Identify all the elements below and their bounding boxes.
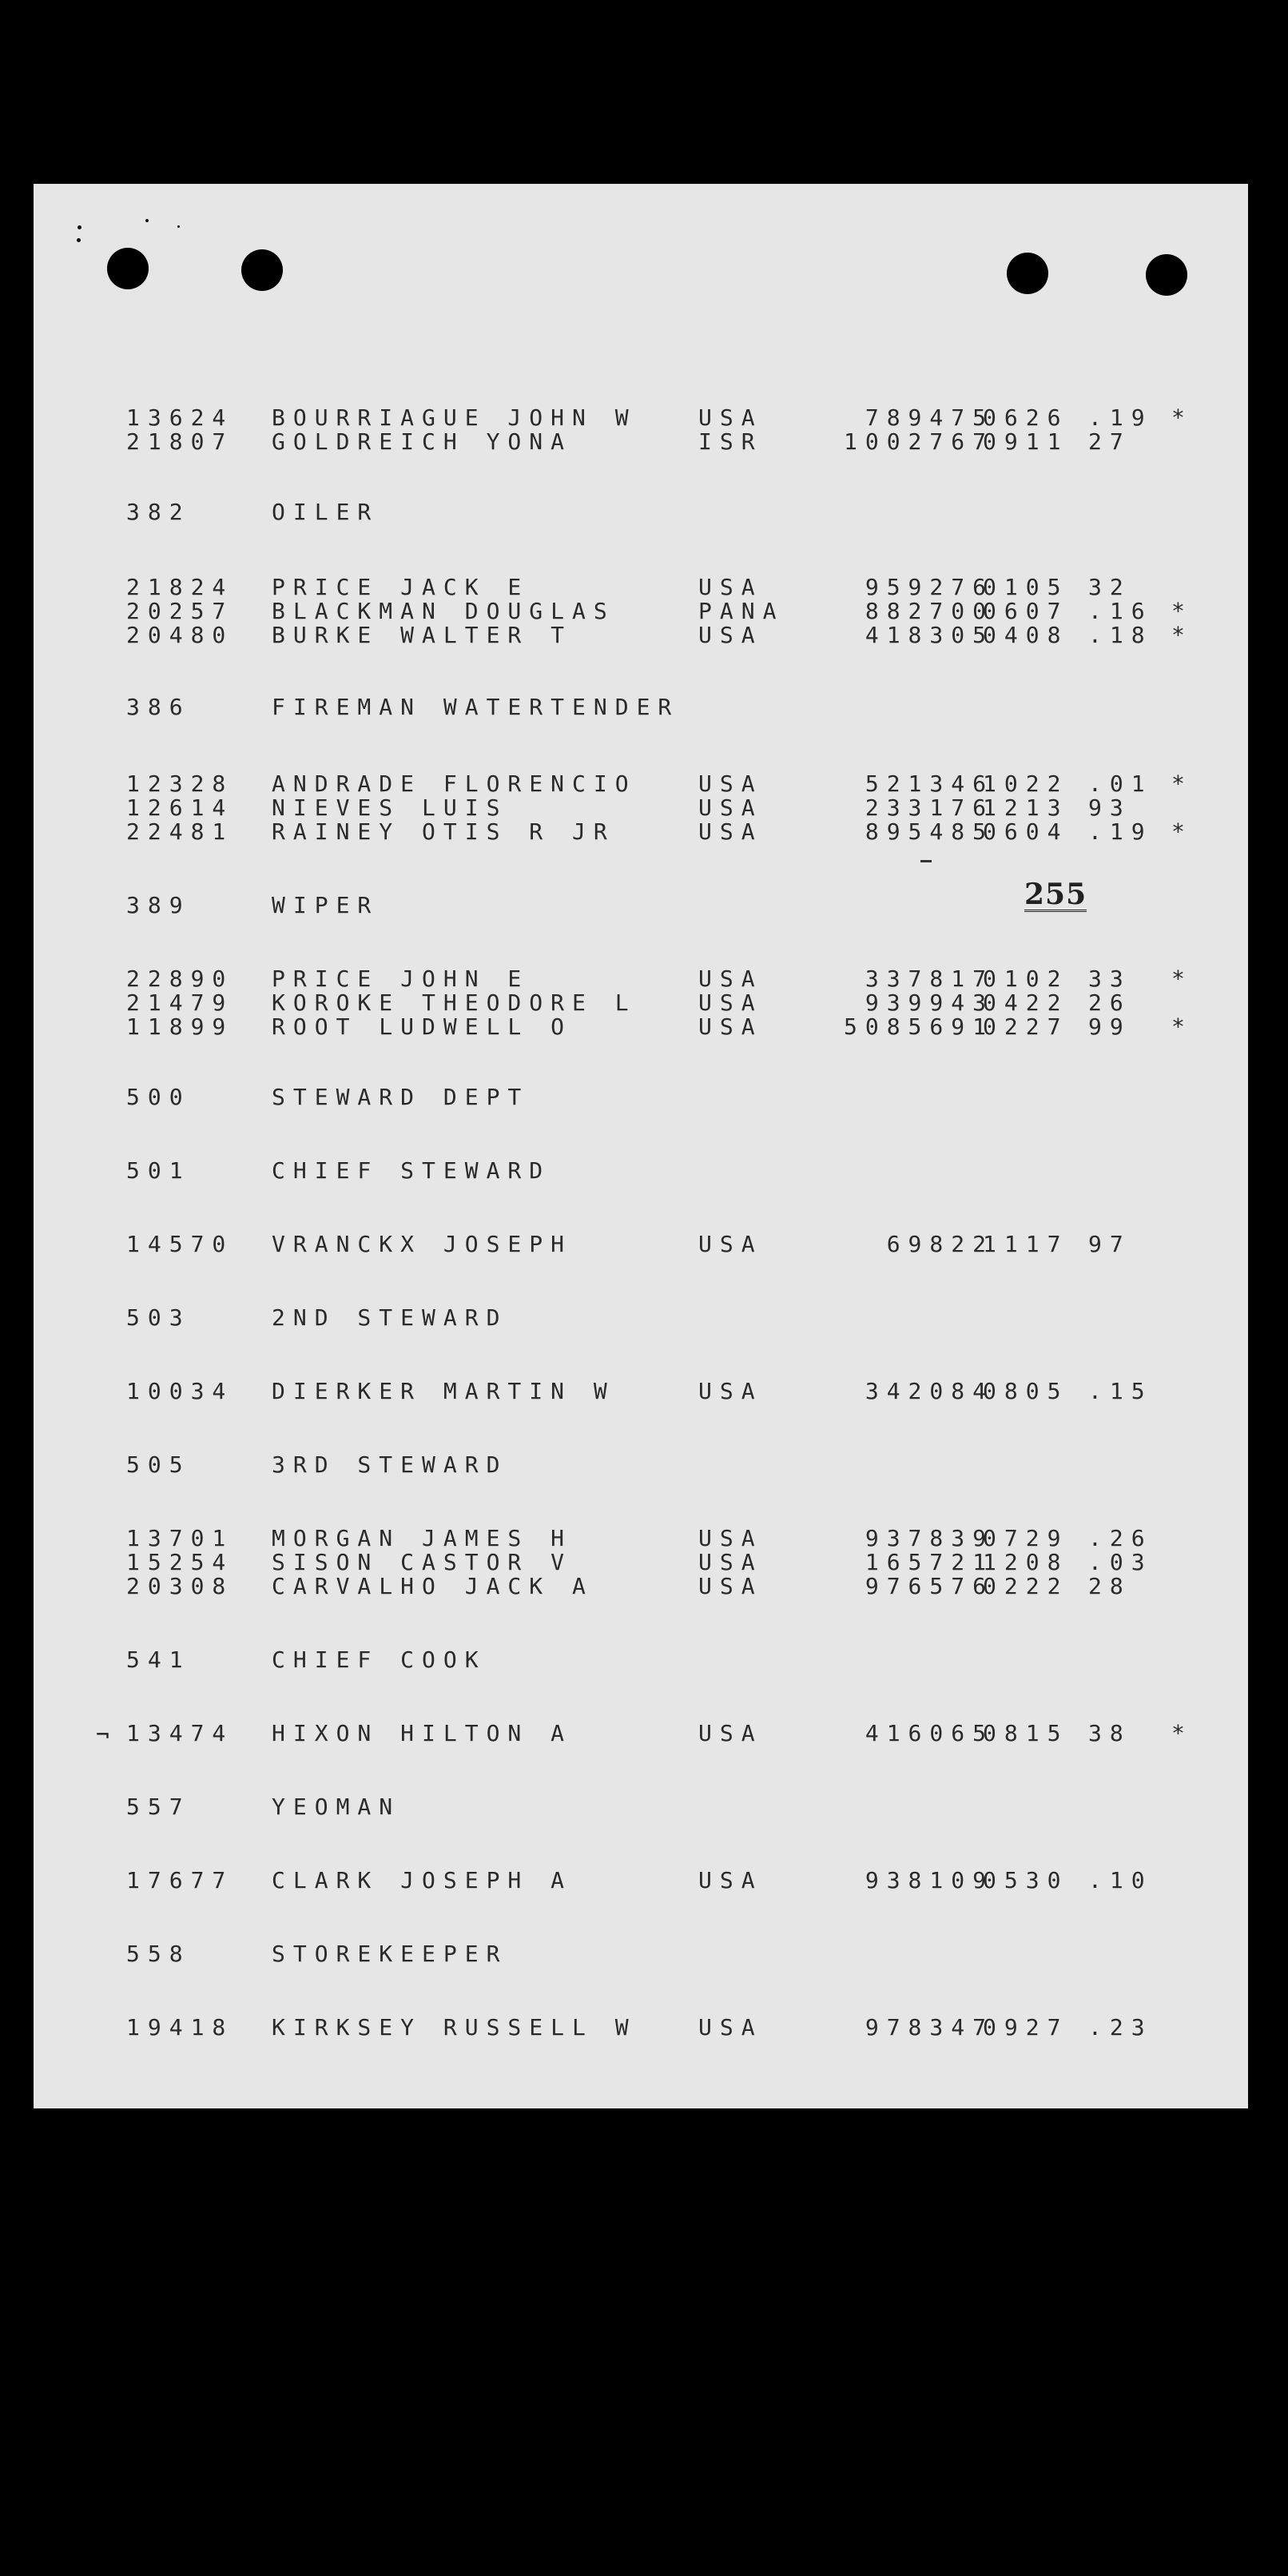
- section-code: 503: [126, 1304, 191, 1331]
- crew-name: ANDRADE FLORENCIO: [272, 770, 637, 797]
- rate-value: .18: [1088, 622, 1153, 648]
- date-code: 1208: [983, 1549, 1069, 1575]
- citizenship: USA: [698, 2014, 763, 2040]
- crew-name: BOURRIAGUE JOHN W: [272, 404, 637, 431]
- rate-value: .10: [1088, 1867, 1153, 1893]
- document-number: 976576: [865, 1573, 994, 1599]
- asterisk-mark: *: [1171, 1720, 1193, 1746]
- rate-value: 26: [1088, 989, 1131, 1016]
- date-code: 0911: [983, 428, 1069, 455]
- crew-name: DIERKER MARTIN W: [272, 1378, 615, 1404]
- crew-name: PRICE JOHN E: [272, 966, 530, 992]
- asterisk-mark: *: [1171, 622, 1193, 648]
- citizenship: USA: [698, 1867, 763, 1893]
- section-title: FIREMAN WATERTENDER: [272, 694, 680, 720]
- crew-name: MORGAN JAMES H: [272, 1525, 573, 1551]
- section-title: STEWARD DEPT: [272, 1084, 530, 1110]
- rate-value: .03: [1088, 1549, 1153, 1575]
- date-code: 0607: [983, 598, 1069, 624]
- citizenship: USA: [698, 1013, 763, 1040]
- asterisk-mark: *: [1171, 598, 1193, 624]
- section-title: YEOMAN: [272, 1794, 401, 1820]
- rate-value: 97: [1088, 1231, 1131, 1257]
- crew-id: 11899: [126, 1013, 234, 1040]
- crew-id: 21807: [126, 428, 234, 455]
- crew-id: 19418: [126, 2014, 234, 2040]
- citizenship: USA: [698, 1378, 763, 1404]
- section-code: 386: [126, 694, 191, 720]
- section-code: 558: [126, 1941, 191, 1967]
- section-code: 557: [126, 1794, 191, 1820]
- document-number: 337817: [865, 966, 994, 992]
- date-code: 0805: [983, 1378, 1069, 1404]
- section-title: CHIEF COOK: [272, 1646, 487, 1673]
- document-number: 342084: [865, 1378, 994, 1404]
- rate-value: .19: [1088, 818, 1153, 845]
- section-code: 541: [126, 1646, 191, 1673]
- citizenship: USA: [698, 794, 763, 821]
- rate-value: .16: [1088, 598, 1153, 624]
- rate-value: 32: [1088, 574, 1131, 600]
- document-number: 416065: [865, 1720, 994, 1746]
- crew-name: BURKE WALTER T: [272, 622, 573, 648]
- date-code: 0105: [983, 574, 1069, 600]
- crew-id: 20480: [126, 622, 234, 648]
- crew-id: 21824: [126, 574, 234, 600]
- rate-value: .26: [1088, 1525, 1153, 1551]
- crew-id: 10034: [126, 1378, 234, 1404]
- crew-list: [34, 184, 1248, 2108]
- rate-value: .01: [1088, 770, 1153, 797]
- citizenship: PANA: [698, 598, 785, 624]
- date-code: 0604: [983, 818, 1069, 845]
- citizenship: USA: [698, 770, 763, 797]
- asterisk-mark: *: [1171, 1013, 1193, 1040]
- crew-id: 21479: [126, 989, 234, 1016]
- section-title: OILER: [272, 499, 380, 525]
- date-code: 0927: [983, 2014, 1069, 2040]
- asterisk-mark: *: [1171, 818, 1193, 845]
- crew-name: CLARK JOSEPH A: [272, 1867, 573, 1893]
- page-number: 255: [1024, 878, 1087, 911]
- crew-name: ROOT LUDWELL O: [272, 1013, 573, 1040]
- section-title: CHIEF STEWARD: [272, 1157, 551, 1184]
- crew-name: RAINEY OTIS R JR: [272, 818, 615, 845]
- citizenship: USA: [698, 1549, 763, 1575]
- crew-name: NIEVES LUIS: [272, 794, 508, 821]
- crew-id: 17677: [126, 1867, 234, 1893]
- crew-id: 13474: [126, 1720, 234, 1746]
- date-code: 0729: [983, 1525, 1069, 1551]
- citizenship: USA: [698, 622, 763, 648]
- rate-value: 93: [1088, 794, 1131, 821]
- section-title: 3RD STEWARD: [272, 1451, 508, 1478]
- citizenship: ISR: [698, 428, 763, 455]
- document-number: 959276: [865, 574, 994, 600]
- crew-name: KOROKE THEODORE L: [272, 989, 637, 1016]
- crew-name: BLACKMAN DOUGLAS: [272, 598, 615, 624]
- date-code: 0626: [983, 404, 1069, 431]
- document-number: 978347: [865, 2014, 994, 2040]
- rate-value: .19: [1088, 404, 1153, 431]
- rate-value: .23: [1088, 2014, 1153, 2040]
- rate-value: 99: [1088, 1013, 1131, 1040]
- document-number: 1002767: [843, 428, 994, 455]
- asterisk-mark: *: [1171, 404, 1193, 431]
- rate-value: .15: [1088, 1378, 1153, 1404]
- date-code: 0227: [983, 1013, 1069, 1040]
- document-number: 521346: [865, 770, 994, 797]
- rate-value: 38: [1088, 1720, 1131, 1746]
- section-code: 505: [126, 1451, 191, 1478]
- citizenship: USA: [698, 404, 763, 431]
- date-code: 1213: [983, 794, 1069, 821]
- section-title: WIPER: [272, 892, 380, 918]
- crew-name: GOLDREICH YONA: [272, 428, 573, 455]
- crew-name: KIRKSEY RUSSELL W: [272, 2014, 637, 2040]
- crew-id: 12614: [126, 794, 234, 821]
- crew-id: 15254: [126, 1549, 234, 1575]
- section-title: STOREKEEPER: [272, 1941, 508, 1967]
- crew-id: 13701: [126, 1525, 234, 1551]
- citizenship: USA: [698, 574, 763, 600]
- citizenship: USA: [698, 1720, 763, 1746]
- citizenship: USA: [698, 818, 763, 845]
- document-number: 789475: [865, 404, 994, 431]
- citizenship: USA: [698, 1525, 763, 1551]
- document-number: 165721: [865, 1549, 994, 1575]
- crew-id: 14570: [126, 1231, 234, 1257]
- rate-value: 33: [1088, 966, 1131, 992]
- document-number: 939943: [865, 989, 994, 1016]
- rate-value: 27: [1088, 428, 1131, 455]
- citizenship: USA: [698, 989, 763, 1016]
- section-code: 382: [126, 499, 191, 525]
- crew-id: 22481: [126, 818, 234, 845]
- citizenship: USA: [698, 1231, 763, 1257]
- crew-name: SISON CASTOR V: [272, 1549, 573, 1575]
- asterisk-mark: *: [1171, 770, 1193, 797]
- crew-name: PRICE JACK E: [272, 574, 530, 600]
- crew-id: 20308: [126, 1573, 234, 1599]
- date-code: 0530: [983, 1867, 1069, 1893]
- crew-id: 20257: [126, 598, 234, 624]
- asterisk-mark: *: [1171, 966, 1193, 992]
- document-number: 69822: [886, 1231, 994, 1257]
- document-number: 937839: [865, 1525, 994, 1551]
- crew-id: 22890: [126, 966, 234, 992]
- document-number: 233176: [865, 794, 994, 821]
- margin-mark: ¬: [96, 1722, 109, 1748]
- date-code: 0102: [983, 966, 1069, 992]
- date-code: 1117: [983, 1231, 1069, 1257]
- document-page: [34, 184, 1248, 2108]
- crew-name: CARVALHO JACK A: [272, 1573, 594, 1599]
- rate-value: 28: [1088, 1573, 1131, 1599]
- section-code: 501: [126, 1157, 191, 1184]
- citizenship: USA: [698, 966, 763, 992]
- date-code: 0422: [983, 989, 1069, 1016]
- date-code: 0408: [983, 622, 1069, 648]
- crew-name: VRANCKX JOSEPH: [272, 1231, 573, 1257]
- document-number: 938109: [865, 1867, 994, 1893]
- crew-id: 12328: [126, 770, 234, 797]
- crew-name: HIXON HILTON A: [272, 1720, 573, 1746]
- date-code: 1022: [983, 770, 1069, 797]
- date-code: 0815: [983, 1720, 1069, 1746]
- citizenship: USA: [698, 1573, 763, 1599]
- document-number: 418305: [865, 622, 994, 648]
- document-number: 895485: [865, 818, 994, 845]
- crew-id: 13624: [126, 404, 234, 431]
- section-code: 500: [126, 1084, 191, 1110]
- section-code: 389: [126, 892, 191, 918]
- date-code: 0222: [983, 1573, 1069, 1599]
- document-number: 882700: [865, 598, 994, 624]
- section-title: 2ND STEWARD: [272, 1304, 508, 1331]
- document-number: 5085691: [843, 1013, 994, 1040]
